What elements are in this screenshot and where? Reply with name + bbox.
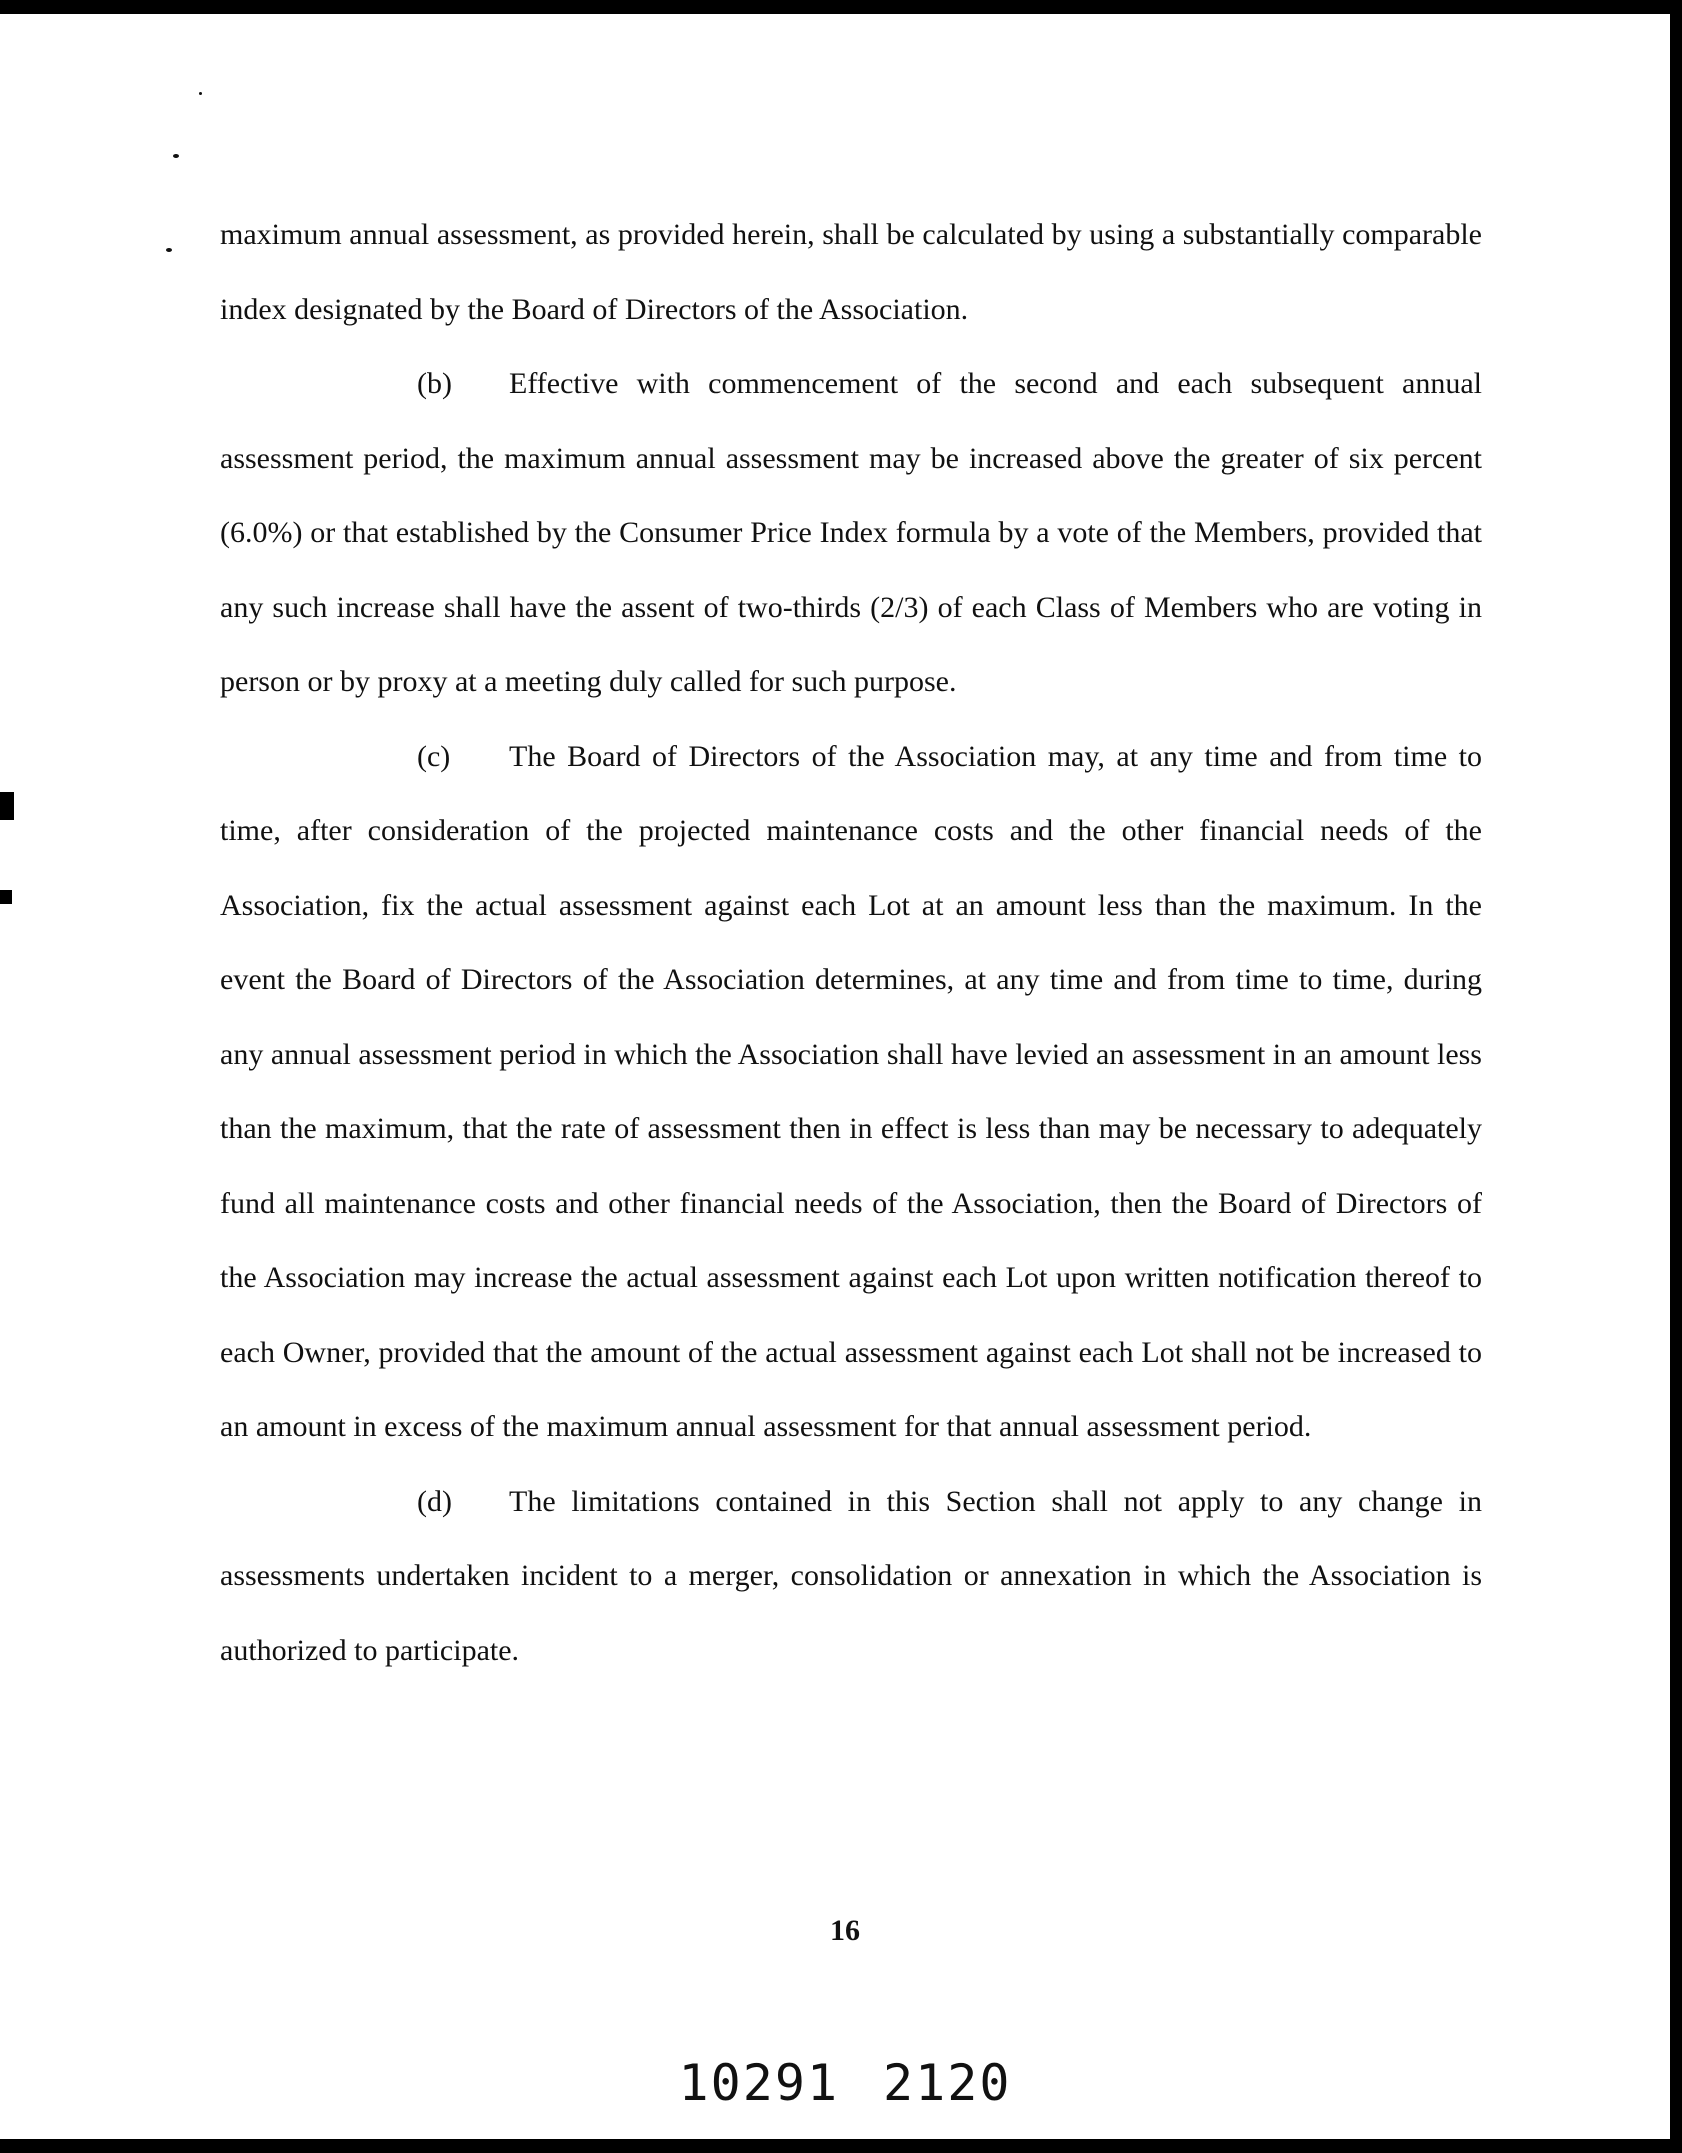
document-id	[0, 2054, 1682, 2112]
paragraph-a-continuation	[220, 198, 1482, 347]
paragraph-text: The limitations contained in this Section shall not apply to any change in assessments undertaken incident to a merger, consolidation or annexation in which the Association is authorized to participate.	[220, 1484, 1482, 1667]
scan-speck	[199, 92, 202, 95]
paragraph-text: Effective with commencement of the second and each subsequent annual assessment period, the maximum annual assessment may be increased above the greater of six percent (6.0%) or that established by the Consumer Price Index formula by a vote of the Members, provided that any such increase shall have the assent of two-thirds (2/3) of each Class of Members who are voting in person or by proxy at a meeting duly called for such purpose.	[220, 367, 1482, 698]
paragraph-text: maximum annual assessment, as provided herein, shall be calculated by using a substantially comparable index designated by the Board of Directors of the Association.	[220, 218, 1482, 326]
paragraph-b	[220, 347, 1482, 720]
scan-edge-mark	[0, 890, 12, 904]
scan-speck	[173, 154, 179, 158]
paragraph-label: (d)	[417, 1484, 452, 1518]
document-id-part: 10291	[678, 2054, 840, 2112]
scan-speck	[166, 248, 172, 252]
paragraph-d	[220, 1465, 1482, 1689]
scan-edge-mark	[0, 792, 14, 820]
paragraph-text: The Board of Directors of the Association may, at any time and from time to time, after consideration of the projected maintenance costs and the other financial needs of the Association, fix the actual assessment against each Lot at an amount less than the maximum. In the event the Board of Directors of the Association determines, at any time and from time to time, during any annual assessment period in which the Association shall have levied an assessment in an amount less than the maximum, that the rate of assessment then in effect is less than may be necessary to adequately fund all maintenance costs and other financial needs of the Association, then the Board of Directors of the Association may increase the actual assessment against each Lot upon written notification thereof to each Owner, provided that the amount of the actual assessment against each Lot shall not be increased to an amount in excess of the maximum annual assessment for that annual assessment period.	[220, 739, 1482, 1443]
page-number: 16	[830, 1914, 860, 1947]
paragraph-label: (b)	[417, 367, 452, 400]
document-page	[0, 14, 1670, 2139]
paragraph-c	[220, 720, 1482, 1465]
body-text	[220, 198, 1482, 1688]
paragraph-label: (c)	[417, 739, 451, 773]
document-id-part: 2120	[883, 2054, 1012, 2112]
